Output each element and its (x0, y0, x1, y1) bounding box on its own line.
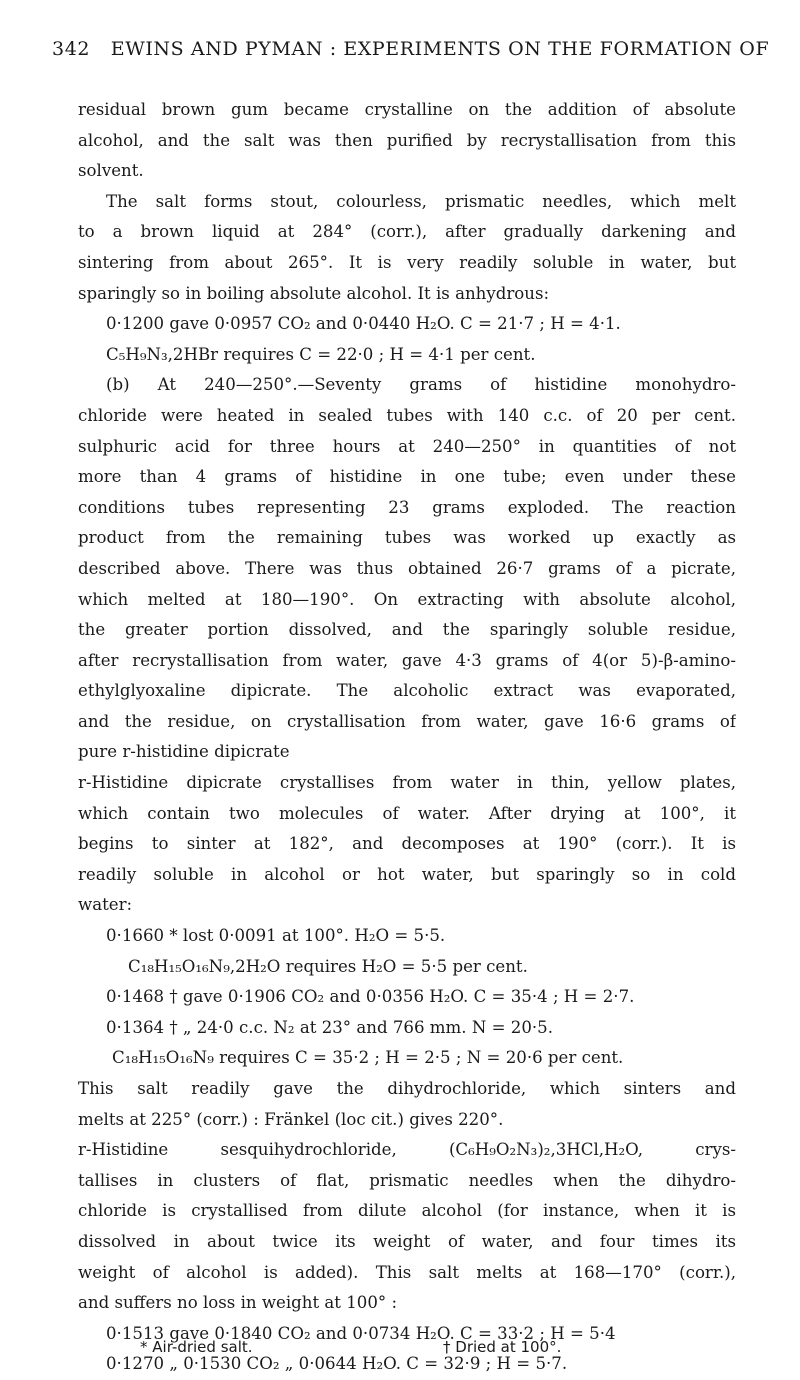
text-line: begins to sinter at 182°, and decomposes at 190° (corr.). It is (78, 834, 736, 854)
text-line: the greater portion dissolved, and the sparingly soluble residue, (78, 620, 736, 640)
analysis-line: 0·1364 † „ 24·0 c.c. N₂ at 23° and 766 mm. N = 20·5. (106, 1017, 554, 1037)
text-line: alcohol, and the salt was then purified by recrystallisation from this (78, 130, 736, 150)
text-line: solvent. (78, 161, 144, 181)
analysis-line: 0·1660 * lost 0·0091 at 100°. H₂O = 5·5. (106, 926, 446, 946)
text-line: sintering from about 265°. It is very readily soluble in water, but (78, 252, 736, 272)
body-text (78, 95, 736, 1380)
text-line: dissolved in about twice its weight of water, and four times its (78, 1231, 736, 1251)
text-line: weight of alcohol is added). This salt melts at 168—170° (corr.), (78, 1262, 736, 1282)
text-line: more than 4 grams of histidine in one tube; even under these (78, 467, 736, 487)
text-line: residual brown gum became crystalline on the addition of absolute (78, 100, 736, 119)
text-line: r-Histidine dipicrate crystallises from water in thin, yellow plates, (78, 773, 736, 793)
text-line: conditions tubes representing 23 grams exploded. The reaction (78, 497, 736, 517)
footnote-air-dried: * Air-dried salt. (140, 1338, 253, 1356)
text-line: (b) At 240—250°.—Seventy grams of histidine monohydro- (106, 375, 736, 395)
text-line: pure r-histidine dipicrate (78, 742, 290, 762)
analysis-line: C₅H₉N₃,2HBr requires C = 22·0 ; H = 4·1 per cent. (106, 344, 536, 364)
text-line: The salt forms stout, colourless, prismatic needles, which melt (106, 191, 736, 211)
text-line: ethylglyoxaline dipicrate. The alcoholic extract was evaporated, (78, 681, 736, 701)
text-line: readily soluble in alcohol or hot water, but sparingly so in cold (78, 864, 736, 884)
analysis-line: 0·1513 gave 0·1840 CO₂ and 0·0734 H₂O. C = 33·2 ; H = 5·4 (106, 1323, 616, 1343)
text-line: described above. There was thus obtained 26·7 grams of a picrate, (78, 558, 736, 578)
text-line: chloride were heated in sealed tubes with 140 c.c. of 20 per cent. (78, 405, 736, 425)
text-line: and suffers no loss in weight at 100° : (78, 1293, 398, 1313)
text-line: water: (78, 895, 133, 915)
text-line: and the residue, on crystallisation from water, gave 16·6 grams of (78, 711, 736, 731)
running-title: EWINS AND PYMAN : EXPERIMENTS ON THE FORMATION OF (110, 38, 770, 60)
analysis-line: 0·1468 † gave 0·1906 CO₂ and 0·0356 H₂O. C = 35·4 ; H = 2·7. (106, 987, 635, 1007)
text-line: r-Histidine sesquihydrochloride, (C₆H₉O₂N₃)₂,3HCl,H₂O, crys- (78, 1140, 736, 1160)
text-line: product from the remaining tubes was worked up exactly as (78, 528, 736, 548)
text-line: which contain two molecules of water. After drying at 100°, it (78, 803, 736, 823)
text-line: sparingly so in boiling absolute alcohol. It is anhydrous: (78, 283, 550, 303)
analysis-line: 0·1270 „ 0·1530 CO₂ „ 0·0644 H₂O. C = 32·9 ; H = 5·7. (106, 1354, 568, 1374)
text-line: tallises in clusters of flat, prismatic needles when the dihydro- (78, 1170, 736, 1190)
text-line: melts at 225° (corr.) : Fränkel (loc cit.) gives 220°. (78, 1109, 504, 1129)
analysis-line: C₁₈H₁₅O₁₆N₉ requires C = 35·2 ; H = 2·5 ; N = 20·6 per cent. (112, 1048, 624, 1068)
running-header (52, 38, 770, 60)
footnote-dried: † Dried at 100°. (443, 1338, 562, 1356)
text-line: to a brown liquid at 284° (corr.), after gradually darkening and (78, 222, 736, 242)
text-line: which melted at 180—190°. On extracting with absolute alcohol, (78, 589, 736, 609)
text-line: after recrystallisation from water, gave 4·3 grams of 4(or 5)-β-amino- (78, 650, 736, 670)
analysis-line: 0·1200 gave 0·0957 CO₂ and 0·0440 H₂O. C = 21·7 ; H = 4·1. (106, 314, 621, 334)
page-number: 342 (52, 38, 91, 60)
analysis-line: C₁₈H₁₅O₁₆N₉,2H₂O requires H₂O = 5·5 per cent. (128, 956, 528, 976)
text-line: chloride is crystallised from dilute alcohol (for instance, when it is (78, 1201, 736, 1221)
text-line: This salt readily gave the dihydrochloride, which sinters and (78, 1079, 736, 1098)
text-line: sulphuric acid for three hours at 240—250° in quantities of not (78, 436, 736, 456)
